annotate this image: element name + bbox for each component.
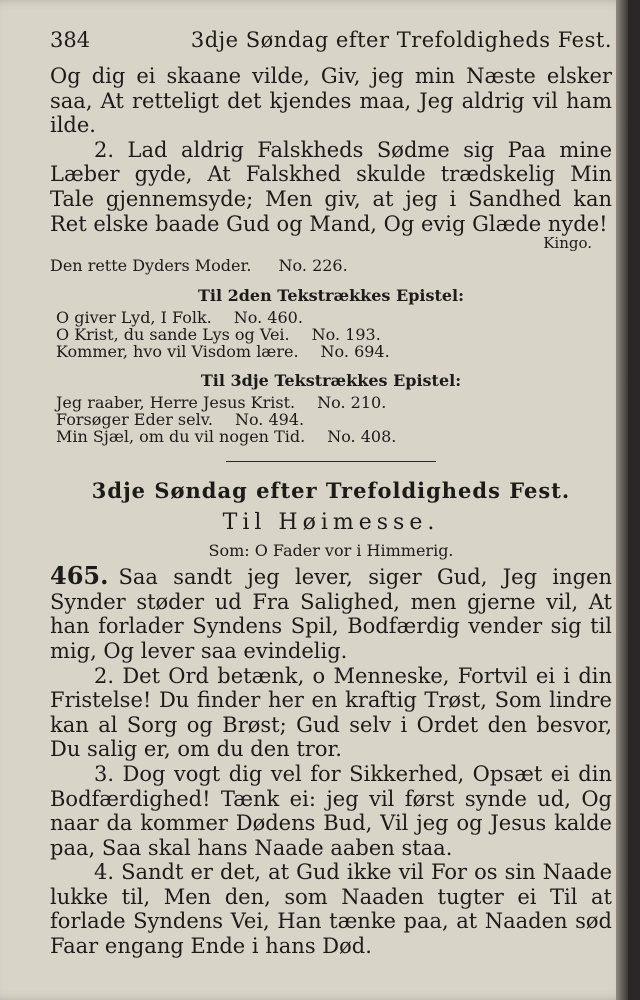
hymn-verse-2: 2. Lad aldrig Falskheds Sødme sig Paa mine Læber gyde, At Falskhed skulde trædskelig Min Tale gjennemsyde; Men giv, at jeg i Sandhed kan Ret elske baade Gud og Mand, Og evig Glæde nyde! xyxy=(50,137,612,236)
list-item: O Krist, du sande Lys og Vei. No. 193. xyxy=(56,325,381,345)
list-item: Kommer, hvo vil Visdom lære. No. 694. xyxy=(56,342,390,362)
running-header xyxy=(50,24,612,56)
reference-title: Den rette Dyders Moder. xyxy=(50,256,252,276)
hymn-number: 465. xyxy=(50,561,109,591)
section-divider xyxy=(226,461,436,462)
page-edge xyxy=(616,0,628,1000)
section-title: 3dje Søndag efter Trefoldigheds Fest. xyxy=(91,478,571,504)
epistle-2-heading: Til 2den Tekstrækkes Epistel: xyxy=(197,286,465,306)
list-item: Min Sjæl, om du vil nogen Tid. No. 408. xyxy=(56,427,397,447)
page-number: 384 xyxy=(50,28,91,52)
list-item: Jeg raaber, Herre Jesus Krist. No. 210. xyxy=(56,393,387,413)
hymn-verse-2: 2. Det Ord betænk, o Menneske, Fortvil ei i din Fristelse! Du finder her en kraftig Trøst, Som lindre kan al Sorg og Brøst; Gud selv i Ordet den besvor, Du salig er, om du den tror. xyxy=(50,663,612,762)
epistle-3-heading: Til 3dje Tekstrækkes Epistel: xyxy=(200,371,462,391)
epistle-2-list xyxy=(50,309,612,360)
list-item: Forsøger Eder selv. No. 494. xyxy=(56,410,305,430)
hymn-verse-4: 4. Sandt er det, at Gud ikke vil For os sin Naade lukke til, Men den, som Naaden tugter ei Til at forlade Syndens Vei, Han tænke paa, at Naaden sød Faar engang Ende i hans Død. xyxy=(50,860,612,959)
list-item: O giver Lyd, I Folk. No. 460. xyxy=(56,308,303,328)
hymn-verse-3: 3. Dog vogt dig vel for Sikkerhed, Opsæt ei din Bodfærdighed! Tænk ei: jeg vil først synde ud, Og naar da kommer Dødens Bud, Vil jeg og Jesus kalde paa, Saa skal hans Naade aaben staa. xyxy=(50,761,612,860)
reference-number: No. 226. xyxy=(278,256,348,276)
hymn-author: Kingo. xyxy=(543,234,592,253)
hymn-continuation: Og dig ei skaane vilde, Giv, jeg min Næste elsker saa, At retteligt det kjendes maa, Jeg aldrig vil ham ilde. xyxy=(50,64,612,138)
page-content xyxy=(50,24,612,959)
running-title: 3dje Søndag efter Trefoldigheds Fest. xyxy=(190,28,612,52)
hymn-verse-1: 465. Saa sandt jeg lever, siger Gud, Jeg ingen Synder støder ud Fra Salighed, men gjerne vil, At han forlader Syndens Spil, Bodfærdig vender sig til mig, Og lever saa evindelig. xyxy=(50,561,612,663)
tune-line: Som: O Fader vor i Himmerig. xyxy=(208,541,454,561)
hymn-reference xyxy=(50,256,612,275)
service-heading: Til Høimesse. xyxy=(222,510,440,536)
epistle-3-list xyxy=(50,394,612,445)
